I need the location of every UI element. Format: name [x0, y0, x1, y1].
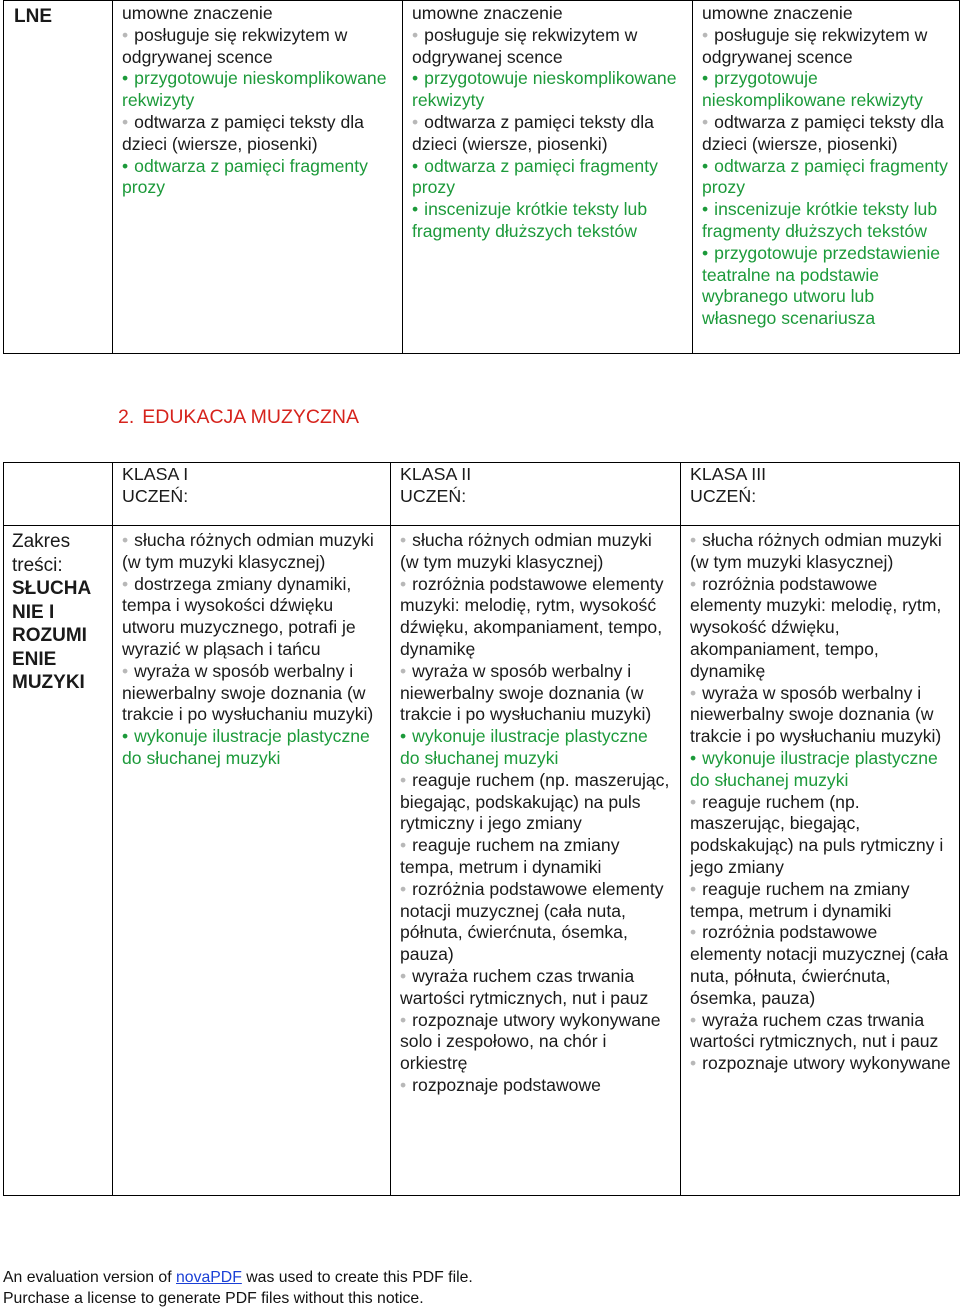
list-item [412, 3, 684, 25]
list-item [702, 156, 951, 200]
list-item [122, 726, 382, 770]
bullet-icon: • [702, 199, 709, 220]
list-item-text: słucha różnych odmian muzyki (w tym muzyki klasycznej) [122, 530, 374, 572]
list-item [400, 1010, 672, 1075]
list-item-text: przygotowuje nieskomplikowane rekwizyty [412, 68, 677, 111]
list-item-text: wykonuje ilustracje plastyczne do słuchanej muzyki [690, 747, 938, 790]
list-item [122, 112, 394, 156]
list-item-text: wyraża w sposób werbalny i niewerbalny swoje doznania (w trakcie i po wysłuchaniu muzyki) [400, 660, 652, 725]
row-label-line: SŁUCHA [12, 578, 92, 599]
list-item [122, 156, 394, 200]
bullet-icon: • [400, 769, 407, 790]
notice-line-2: Purchase a license to generate PDF files without this notice. [3, 1289, 424, 1307]
list-item [122, 661, 382, 726]
header-klasa-label: KLASA III [690, 464, 767, 484]
header-klasa-1 [113, 463, 391, 526]
list-item-text: wyraża w sposób werbalny i niewerbalny swoje doznania (w trakcie i po wysłuchaniu muzyki) [122, 660, 374, 725]
bullet-icon: • [400, 530, 407, 550]
list-item [400, 574, 672, 661]
bullet-icon: • [400, 1009, 407, 1030]
bullet-icon: • [122, 726, 129, 747]
evaluation-notice [3, 1268, 473, 1309]
bullet-icon: • [412, 199, 419, 220]
bullet-icon: • [400, 660, 407, 681]
list-item [400, 770, 672, 835]
bullet-icon: • [690, 573, 697, 594]
bullet-icon: • [122, 530, 129, 550]
top-row-label-cell [4, 1, 113, 354]
row-label-line: NIE I [12, 601, 55, 623]
list-item-text: wyraża ruchem czas trwania wartości rytmicznych, nut i pauz [400, 965, 649, 1008]
top-row-label: LNE [14, 6, 52, 27]
bullet-icon: • [690, 1053, 697, 1074]
bullet-icon: • [400, 878, 407, 899]
list-item [400, 966, 672, 1010]
list-item-text: reaguje ruchem na zmiany tempa, metrum i dynamiki [690, 878, 910, 921]
bullet-icon: • [412, 111, 419, 132]
list-item [690, 922, 951, 1009]
list-item-text: słucha różnych odmian muzyki (w tym muzyki klasycznej) [400, 530, 652, 572]
bullet-icon: • [702, 242, 709, 263]
bullet-icon: • [690, 747, 697, 768]
list-item-text: przygotowuje nieskomplikowane rekwizyty [702, 68, 923, 111]
top-column-1 [113, 1, 403, 354]
music-column-3 [681, 526, 960, 1196]
list-item-text: inscenizuje krótkie teksty lub fragmenty dłuższych tekstów [702, 199, 938, 241]
bullet-icon: • [412, 24, 419, 45]
row-label-line: ENIE [12, 648, 57, 670]
list-item-text: rozróżnia podstawowe elementy notacji muzycznej (cała nuta, półnuta, ćwierćnuta, ósemka, pauza) [400, 878, 664, 965]
list-item-text: posługuje się rekwizytem w odgrywanej scence [412, 24, 638, 67]
bullet-icon: • [690, 791, 697, 812]
list-item-text: odtwarza z pamięci teksty dla dzieci (wiersze, piosenki) [412, 111, 654, 154]
list-item-text: przygotowuje przedstawienie teatralne na podstawie wybranego utworu lub własnego scenariusza [702, 242, 941, 329]
list-item [702, 112, 951, 156]
bullet-icon: • [702, 111, 709, 132]
bullet-icon: • [702, 155, 709, 176]
notice-text-after: was used to create this PDF file. [241, 1269, 473, 1286]
bullet-icon: • [122, 155, 129, 176]
music-column-2 [391, 526, 681, 1196]
list-item-text: wyraża ruchem czas trwania wartości rytmicznych, nut i pauz [690, 1009, 939, 1052]
bullet-icon: • [122, 660, 129, 681]
list-item [400, 530, 672, 574]
list-item-text: posługuje się rekwizytem w odgrywanej scence [122, 24, 348, 67]
list-item [690, 530, 951, 574]
list-item [702, 243, 951, 330]
header-klasa-3 [681, 463, 960, 526]
list-item-text: umowne znaczenie [122, 3, 273, 23]
header-uczen-label: UCZEŃ: [122, 485, 189, 506]
list-item-text: odtwarza z pamięci fragmenty prozy [412, 155, 658, 198]
notice-text-before: An evaluation version of [3, 1269, 176, 1286]
bullet-icon: • [412, 68, 419, 89]
bullet-icon: • [690, 1009, 697, 1030]
bullet-icon: • [412, 155, 419, 176]
row-label-line: MUZYKI [12, 672, 85, 693]
bullet-icon: • [690, 878, 697, 899]
list-item [122, 530, 382, 574]
novapdf-link[interactable]: novaPDF [176, 1269, 242, 1286]
top-column-3 [693, 1, 960, 354]
list-item [690, 748, 951, 792]
list-item [690, 792, 951, 879]
list-item [412, 156, 684, 200]
header-klasa-label: KLASA II [400, 464, 472, 484]
bullet-icon: • [702, 68, 709, 89]
list-item [702, 3, 951, 25]
bullet-icon: • [690, 922, 697, 943]
music-table [3, 462, 960, 1196]
list-item-text: rozpoznaje utwory wykonywane [702, 1053, 951, 1074]
list-item [412, 25, 684, 69]
list-item [122, 25, 394, 69]
top-table [3, 0, 960, 354]
list-item [702, 68, 951, 112]
bullet-icon: • [122, 573, 129, 594]
bullet-icon: • [400, 835, 407, 856]
list-item-text: rozróżnia podstawowe elementy muzyki: melodię, rytm, wysokość dźwięku, akompaniament, tempo, dynamikę [400, 573, 664, 659]
list-item-text: słucha różnych odmian muzyki (w tym muzyki klasycznej) [690, 530, 942, 572]
list-item [702, 199, 951, 243]
list-item-text: odtwarza z pamięci teksty dla dzieci (wiersze, piosenki) [702, 111, 944, 154]
list-item [412, 112, 684, 156]
list-item [122, 68, 394, 112]
section-title: EDUKACJA MUZYCZNA [142, 406, 359, 428]
row-label-prefix: Zakres treści: [12, 531, 71, 576]
bullet-icon: • [122, 111, 129, 132]
list-item-text: reaguje ruchem (np. maszerując, biegając, podskakując) na puls rytmiczny i jego zmiany [400, 769, 670, 834]
bullet-icon: • [702, 24, 709, 45]
row-label-line: ROZUMI [12, 625, 87, 646]
bullet-icon: • [122, 24, 129, 45]
list-item-text: dostrzega zmiany dynamiki, tempa i wysokości dźwięku utworu muzycznego, potrafi je wyrazić w pląsach i tańcu [122, 573, 356, 659]
list-item [702, 25, 951, 69]
list-item-text: inscenizuje krótkie teksty lub fragmenty dłuższych tekstów [412, 199, 648, 241]
bullet-icon: • [690, 530, 697, 550]
list-item-text: umowne znaczenie [412, 3, 563, 23]
list-item-text: posługuje się rekwizytem w odgrywanej scence [702, 24, 928, 67]
notice-line-1 [3, 1268, 473, 1289]
list-item [400, 835, 672, 879]
list-item [400, 879, 672, 966]
list-item [122, 574, 382, 661]
list-item [400, 661, 672, 726]
music-column-1 [113, 526, 391, 1196]
bullet-icon: • [400, 573, 407, 594]
bullet-icon: • [400, 965, 407, 986]
list-item-text: wykonuje ilustracje plastyczne do słuchanej muzyki [400, 726, 648, 768]
list-item-text: reaguje ruchem (np. maszerując, biegając, podskakując) na puls rytmiczny i jego zmiany [690, 791, 944, 877]
list-item [690, 1053, 951, 1075]
list-item-text: wykonuje ilustracje plastyczne do słuchanej muzyki [122, 726, 370, 768]
bullet-icon: • [400, 726, 407, 747]
list-item-text: przygotowuje nieskomplikowane rekwizyty [122, 68, 387, 111]
list-item [412, 68, 684, 112]
list-item [400, 726, 672, 770]
list-item [412, 199, 684, 243]
list-item [400, 1075, 672, 1097]
list-item-text: rozróżnia podstawowe elementy notacji muzycznej (cała nuta, półnuta, ćwierćnuta, ósemka, pauza) [690, 922, 949, 1008]
bullet-icon: • [400, 1074, 407, 1095]
header-klasa-label: KLASA I [122, 464, 189, 484]
list-item [690, 1010, 951, 1054]
bullet-icon: • [122, 68, 129, 89]
section-number: 2. [118, 406, 135, 428]
list-item-text: umowne znaczenie [702, 3, 853, 23]
list-item-text: rozpoznaje podstawowe [412, 1074, 601, 1095]
list-item-text: odtwarza z pamięci fragmenty prozy [702, 155, 948, 198]
list-item-text: wyraża w sposób werbalny i niewerbalny swoje doznania (w trakcie i po wysłuchaniu muzyki) [690, 682, 942, 747]
header-uczen-label: UCZEŃ: [690, 485, 757, 506]
bullet-icon: • [690, 682, 697, 703]
list-item-text: rozróżnia podstawowe elementy muzyki: melodię, rytm, wysokość dźwięku, akompaniament, tempo, dynamikę [690, 573, 942, 681]
top-column-2 [403, 1, 693, 354]
list-item [690, 879, 951, 923]
list-item [122, 3, 394, 25]
list-item-text: rozpoznaje utwory wykonywane solo i zespołowo, na chór i orkiestrę [400, 1009, 661, 1074]
row-label-cell [4, 526, 113, 1196]
list-item-text: reaguje ruchem na zmiany tempa, metrum i dynamiki [400, 835, 620, 877]
list-item [690, 683, 951, 748]
list-item-text: odtwarza z pamięci teksty dla dzieci (wiersze, piosenki) [122, 111, 364, 154]
list-item-text: odtwarza z pamięci fragmenty prozy [122, 155, 368, 198]
list-item [690, 574, 951, 683]
header-uczen-label: UCZEŃ: [400, 485, 467, 506]
header-klasa-2 [391, 463, 681, 526]
header-empty-cell [4, 463, 113, 526]
section-heading [118, 406, 359, 429]
